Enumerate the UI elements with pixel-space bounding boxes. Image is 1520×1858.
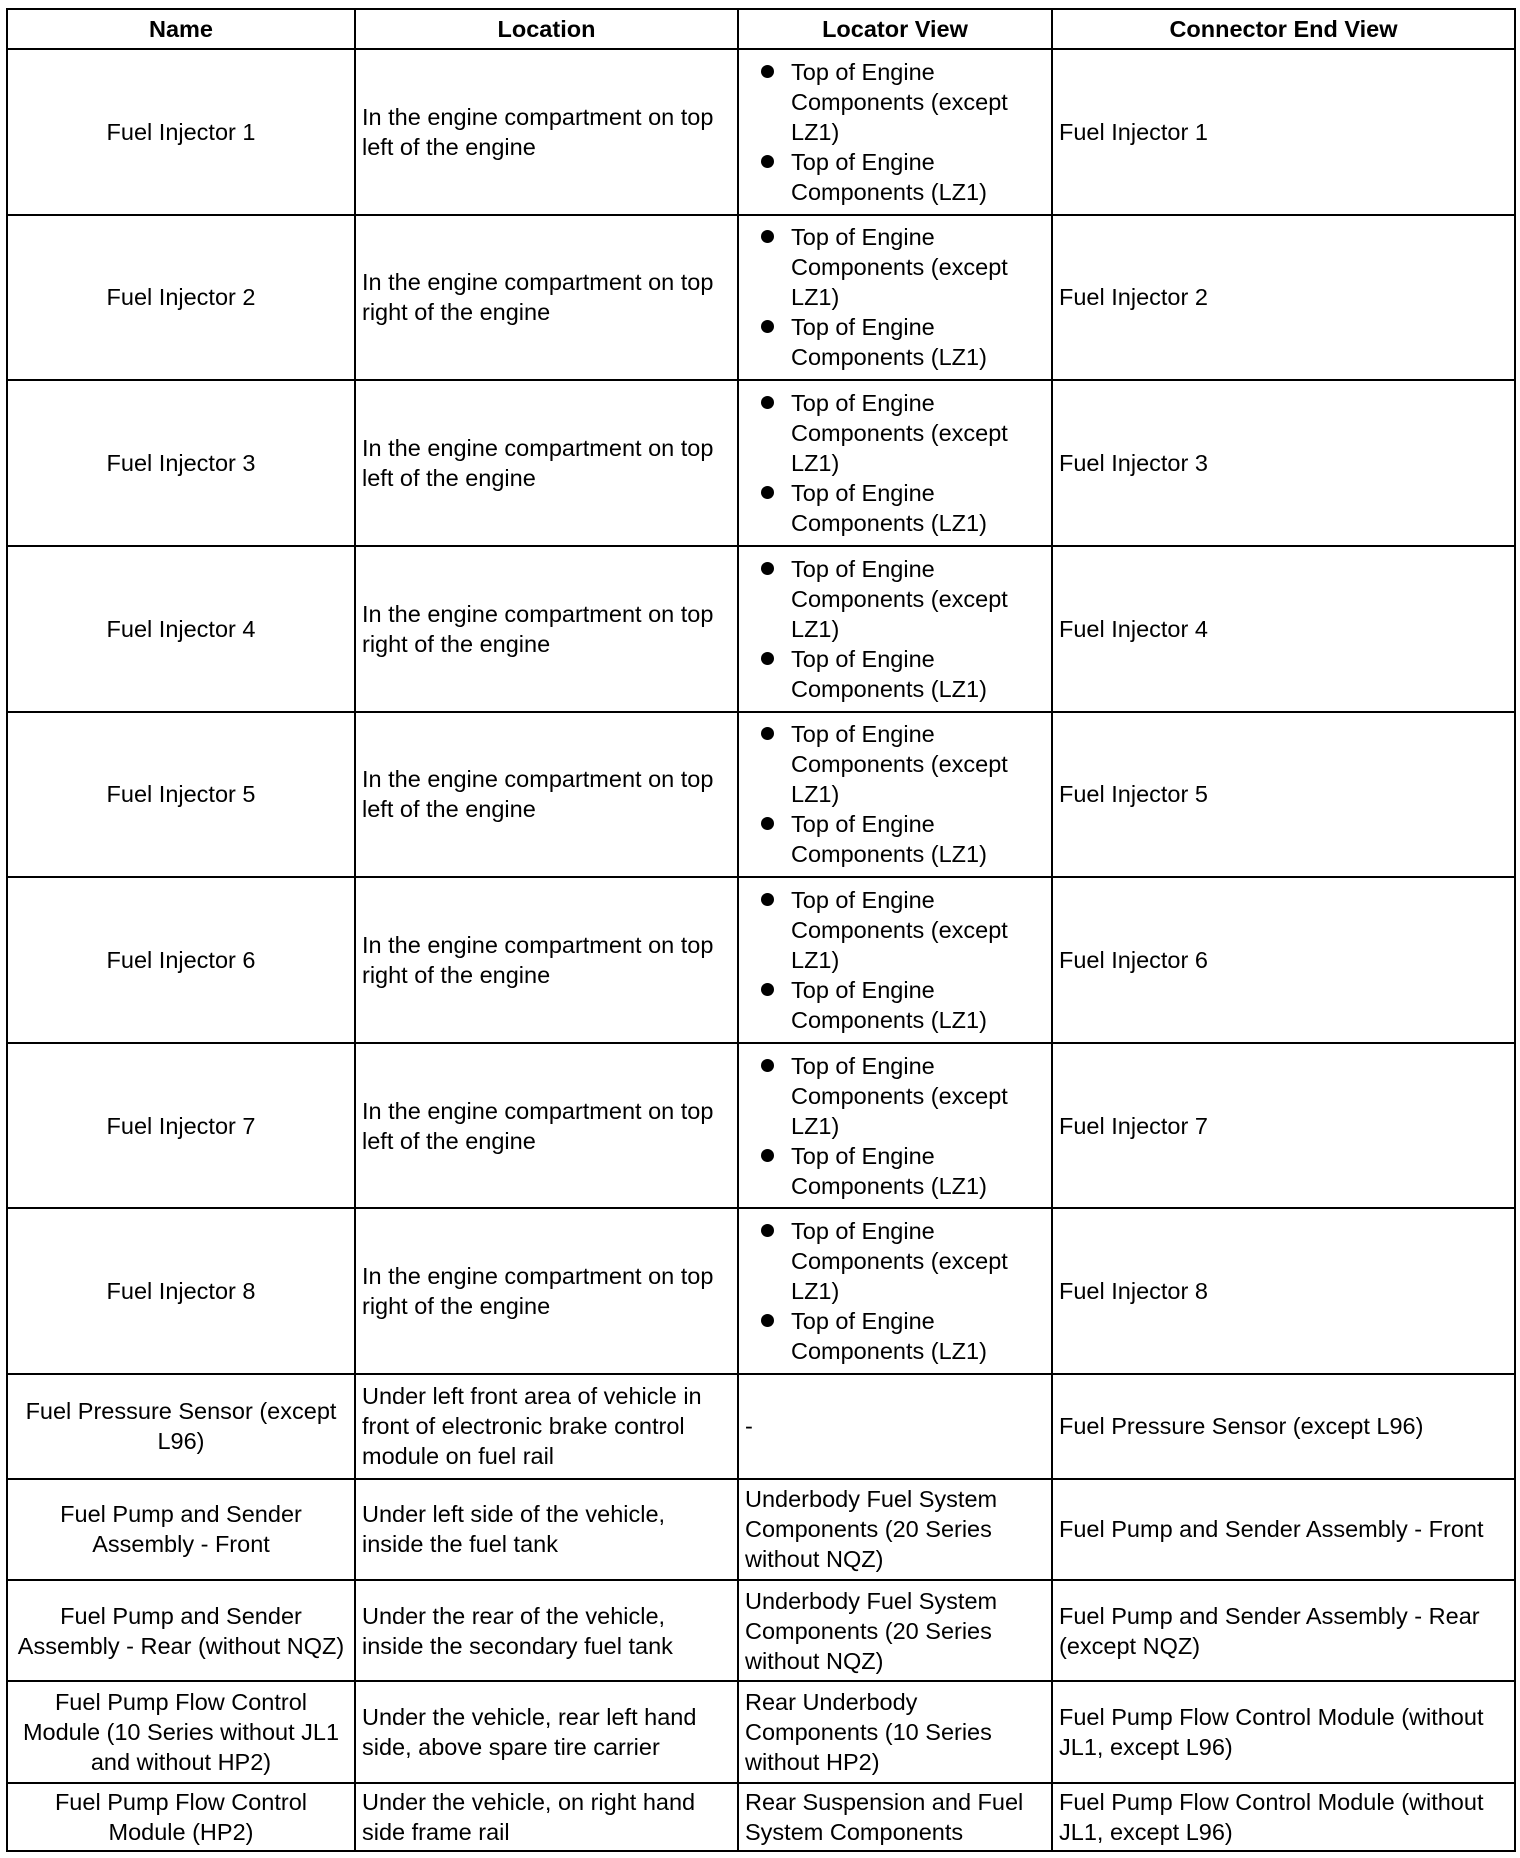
list-item: Top of Engine Components (LZ1)	[791, 975, 1045, 1035]
table-row	[7, 1479, 1515, 1580]
connector-end-view: Fuel Pump Flow Control Module (without JL1, except L96)	[1052, 1681, 1515, 1782]
header-locator-view: Locator View	[738, 9, 1052, 49]
locator-view-list	[745, 222, 1045, 372]
connector-end-view: Fuel Injector 1	[1052, 49, 1515, 215]
locator-view-list	[745, 1051, 1045, 1201]
component-name: Fuel Pump Flow Control Module (HP2)	[7, 1783, 355, 1851]
connector-end-view: Fuel Pressure Sensor (except L96)	[1052, 1374, 1515, 1478]
list-item: Top of Engine Components (except LZ1)	[791, 554, 1045, 644]
table-row	[7, 215, 1515, 381]
list-item: Top of Engine Components (LZ1)	[791, 147, 1045, 207]
locator-view	[738, 546, 1052, 712]
list-item: Top of Engine Components (except LZ1)	[791, 388, 1045, 478]
list-item: Top of Engine Components (except LZ1)	[791, 222, 1045, 312]
connector-end-view: Fuel Injector 7	[1052, 1043, 1515, 1209]
connector-end-view: Fuel Injector 3	[1052, 380, 1515, 546]
component-location: In the engine compartment on top right of the engine	[355, 877, 738, 1043]
connector-end-view: Fuel Injector 8	[1052, 1208, 1515, 1374]
table-row	[7, 1681, 1515, 1782]
list-item: Top of Engine Components (except LZ1)	[791, 885, 1045, 975]
component-location: In the engine compartment on top right of the engine	[355, 215, 738, 381]
component-name: Fuel Injector 6	[7, 877, 355, 1043]
header-name: Name	[7, 9, 355, 49]
header-row	[7, 9, 1515, 49]
locator-view	[738, 215, 1052, 381]
list-item: Top of Engine Components (LZ1)	[791, 809, 1045, 869]
table-row	[7, 546, 1515, 712]
component-location: In the engine compartment on top right of the engine	[355, 1208, 738, 1374]
component-location: Under the vehicle, on right hand side frame rail	[355, 1783, 738, 1851]
table-row	[7, 1043, 1515, 1209]
list-item: Top of Engine Components (LZ1)	[791, 1141, 1045, 1201]
component-location: In the engine compartment on top left of the engine	[355, 49, 738, 215]
table-row	[7, 49, 1515, 215]
table-row	[7, 712, 1515, 878]
component-name: Fuel Injector 3	[7, 380, 355, 546]
component-location: Under left side of the vehicle, inside the fuel tank	[355, 1479, 738, 1580]
component-location: In the engine compartment on top left of the engine	[355, 380, 738, 546]
list-item: Top of Engine Components (except LZ1)	[791, 1051, 1045, 1141]
connector-end-view: Fuel Pump Flow Control Module (without JL1, except L96)	[1052, 1783, 1515, 1851]
table-row	[7, 380, 1515, 546]
header-location: Location	[355, 9, 738, 49]
component-name: Fuel Injector 5	[7, 712, 355, 878]
locator-view	[738, 49, 1052, 215]
list-item: Top of Engine Components (LZ1)	[791, 1306, 1045, 1366]
locator-view: Rear Suspension and Fuel System Components	[738, 1783, 1052, 1851]
locator-view	[738, 712, 1052, 878]
locator-view: Rear Underbody Components (10 Series without HP2)	[738, 1681, 1052, 1782]
connector-end-view: Fuel Injector 5	[1052, 712, 1515, 878]
locator-view	[738, 877, 1052, 1043]
locator-view	[738, 1043, 1052, 1209]
list-item: Top of Engine Components (LZ1)	[791, 312, 1045, 372]
component-location: Under left front area of vehicle in front of electronic brake control module on fuel rail	[355, 1374, 738, 1478]
connector-end-view: Fuel Pump and Sender Assembly - Rear (except NQZ)	[1052, 1580, 1515, 1681]
component-locator-table	[6, 8, 1516, 1852]
locator-view-list	[745, 57, 1045, 207]
connector-end-view: Fuel Injector 6	[1052, 877, 1515, 1043]
component-location: In the engine compartment on top left of the engine	[355, 1043, 738, 1209]
component-name: Fuel Injector 4	[7, 546, 355, 712]
table-row	[7, 1374, 1515, 1478]
component-location: In the engine compartment on top left of the engine	[355, 712, 738, 878]
locator-view: -	[738, 1374, 1052, 1478]
component-name: Fuel Pump Flow Control Module (10 Series without JL1 and without HP2)	[7, 1681, 355, 1782]
component-name: Fuel Injector 1	[7, 49, 355, 215]
locator-view	[738, 1208, 1052, 1374]
component-location: Under the vehicle, rear left hand side, above spare tire carrier	[355, 1681, 738, 1782]
connector-end-view: Fuel Injector 2	[1052, 215, 1515, 381]
component-name: Fuel Pump and Sender Assembly - Rear (without NQZ)	[7, 1580, 355, 1681]
locator-view-list	[745, 885, 1045, 1035]
list-item: Top of Engine Components (except LZ1)	[791, 1216, 1045, 1306]
header-connector-end-view: Connector End View	[1052, 9, 1515, 49]
connector-end-view: Fuel Injector 4	[1052, 546, 1515, 712]
locator-view-list	[745, 388, 1045, 538]
locator-view-list	[745, 719, 1045, 869]
table-row	[7, 1783, 1515, 1851]
connector-end-view: Fuel Pump and Sender Assembly - Front	[1052, 1479, 1515, 1580]
component-location: In the engine compartment on top right of the engine	[355, 546, 738, 712]
component-name: Fuel Pressure Sensor (except L96)	[7, 1374, 355, 1478]
table-row	[7, 1580, 1515, 1681]
table-row	[7, 1208, 1515, 1374]
table-row	[7, 877, 1515, 1043]
list-item: Top of Engine Components (except LZ1)	[791, 719, 1045, 809]
component-name: Fuel Pump and Sender Assembly - Front	[7, 1479, 355, 1580]
locator-view-list	[745, 1216, 1045, 1366]
list-item: Top of Engine Components (except LZ1)	[791, 57, 1045, 147]
component-name: Fuel Injector 7	[7, 1043, 355, 1209]
locator-view: Underbody Fuel System Components (20 Series without NQZ)	[738, 1479, 1052, 1580]
component-name: Fuel Injector 8	[7, 1208, 355, 1374]
component-name: Fuel Injector 2	[7, 215, 355, 381]
list-item: Top of Engine Components (LZ1)	[791, 644, 1045, 704]
locator-view-list	[745, 554, 1045, 704]
component-location: Under the rear of the vehicle, inside the secondary fuel tank	[355, 1580, 738, 1681]
locator-view: Underbody Fuel System Components (20 Series without NQZ)	[738, 1580, 1052, 1681]
list-item: Top of Engine Components (LZ1)	[791, 478, 1045, 538]
locator-view	[738, 380, 1052, 546]
